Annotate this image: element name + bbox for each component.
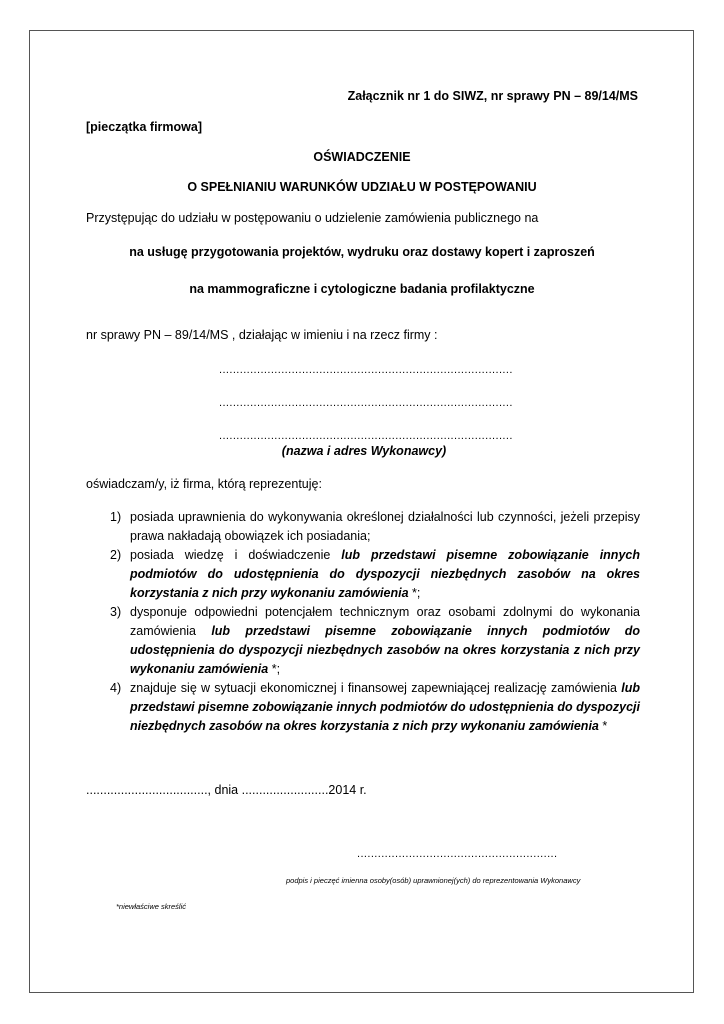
declaration-lead: oświadczam/y, iż firma, którą reprezentuję: [86, 477, 322, 491]
item-number: 3) [110, 605, 122, 619]
item-number: 4) [110, 681, 122, 695]
item-bold-text: lub przedstawi pisemne zobowiązanie innych podmiotów do udostępnienia do dyspozycji niezbędnych zasobów na okres korzystania z nich przy wykonaniu zamówienia [130, 681, 640, 733]
subject-line-2: na mammograficzne i cytologiczne badania profilaktyczne [189, 282, 535, 296]
place-date-line: ..................................., dnia .........................2014 r. [86, 783, 367, 797]
list-item [96, 679, 640, 736]
item-number: 1) [110, 510, 122, 524]
item-tail: * [598, 719, 608, 733]
company-stamp-placeholder: [pieczątka firmowa] [86, 120, 203, 134]
contractor-dots-3: ..................................................................................... [219, 430, 513, 442]
conditions-list [96, 508, 640, 736]
item-text: dysponuje odpowiedni potencjałem technicznym oraz osobami zdolnymi do wykonania zamówienia [130, 605, 640, 638]
item-bold-text: lub przedstawi pisemne zobowiązanie innych podmiotów do udostępnienia do dyspozycji niezbędnych zasobów na okres korzystania z nich przy wykonaniu zamówienia [130, 624, 640, 676]
item-text: posiada uprawnienia do wykonywania określonej działalności lub czynności, jeżeli przepisy prawa nakładają obowiązek ich posiadania; [130, 510, 640, 543]
signature-caption: podpis i pieczęć imienna osoby(osób) uprawnionej(ych) do reprezentowania Wykonawcy [286, 876, 581, 885]
item-text: znajduje się w sytuacji ekonomicznej i finansowej zapewniającej realizację zamówienia [130, 681, 622, 695]
signature-dots: .......................................................... [357, 848, 558, 860]
intro-text: Przystępując do udziału w postępowaniu o udzielenie zamówienia publicznego na [86, 211, 539, 225]
document-subtitle: O SPEŁNIANIU WARUNKÓW UDZIAŁU W POSTĘPOWANIU [187, 180, 537, 194]
item-bold-text: lub przedstawi pisemne zobowiązanie innych podmiotów do udostępnienia do dyspozycji niezbędnych zasobów na okres korzystania z nich przy wykonaniu zamówienia [130, 548, 640, 600]
subject-line-1: na usługę przygotowania projektów, wydruku oraz dostawy kopert i zaproszeń [129, 245, 595, 259]
document-title: OŚWIADCZENIE [313, 150, 411, 164]
contractor-dots-2: ..................................................................................... [219, 397, 513, 409]
item-text: posiada wiedzę i doświadczenie [130, 548, 342, 562]
item-number: 2) [110, 548, 122, 562]
item-tail: *; [268, 662, 281, 676]
contractor-dots-1: ..................................................................................... [219, 364, 513, 376]
list-item [96, 546, 640, 603]
item-tail: *; [408, 586, 421, 600]
footnote: *niewłaściwe skreślić [116, 902, 187, 911]
case-number-line: nr sprawy PN – 89/14/MS , działając w imieniu i na rzecz firmy : [86, 328, 438, 342]
contractor-label: (nazwa i adres Wykonawcy) [281, 444, 447, 458]
list-item [96, 603, 640, 679]
list-item [96, 508, 640, 546]
attachment-reference: Załącznik nr 1 do SIWZ, nr sprawy PN – 89/14/MS [347, 89, 638, 103]
